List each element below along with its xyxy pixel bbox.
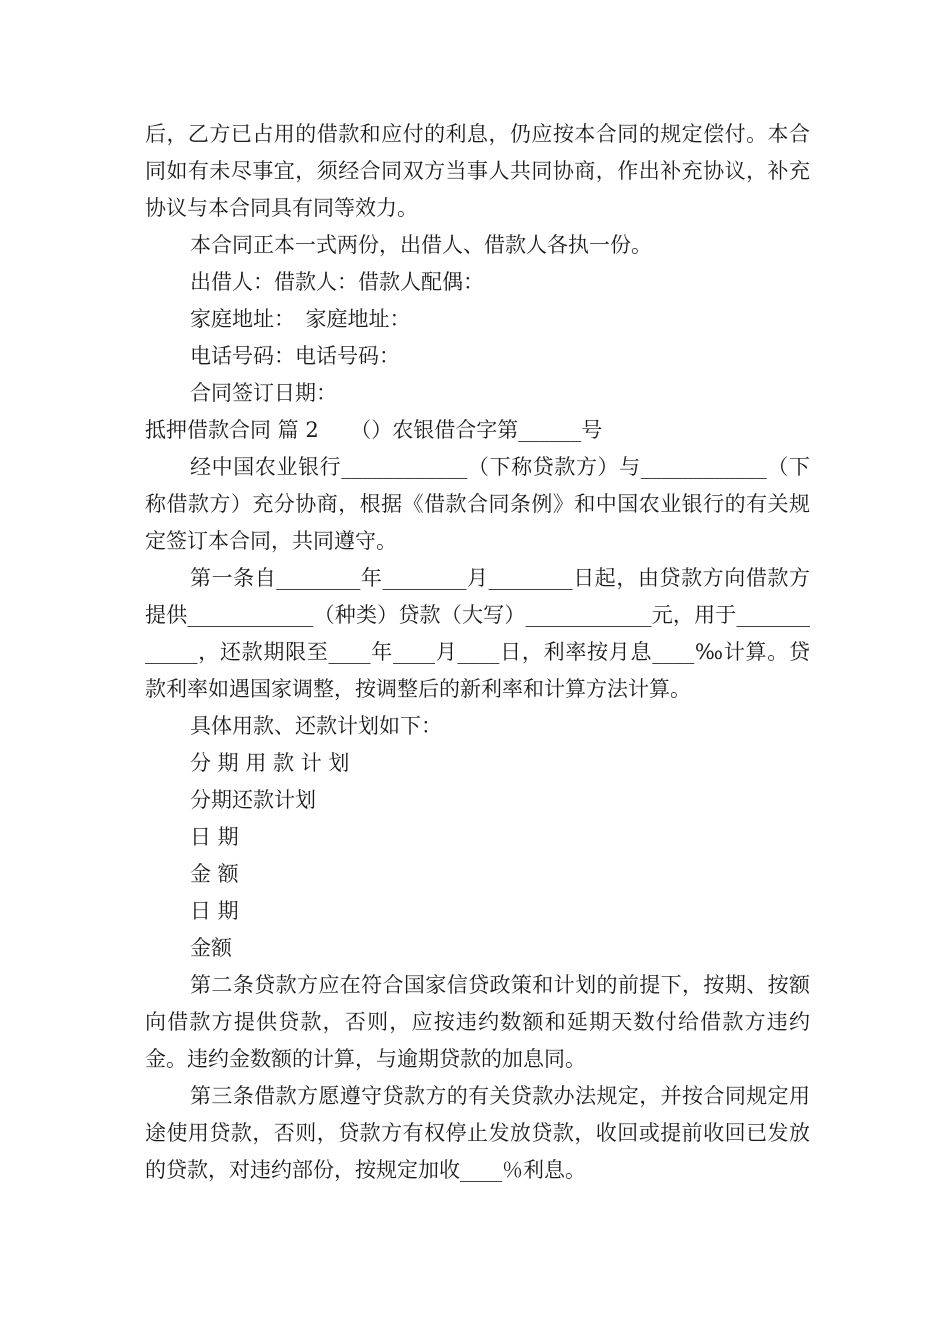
- paragraph-parties: 出借人：借款人：借款人配偶：: [190, 270, 484, 294]
- paragraph-contract-remainder: 后，乙方已占用的借款和应付的利息，仍应按本合同的规定偿付。本合同如有未尽事宜，须经合同双方当事人共同协商，作出补充协议，补充协议与本合同具有同等效力。: [145, 122, 810, 220]
- paragraph-phone: 电话号码：电话号码：: [190, 344, 400, 368]
- paragraph-plan-intro: 具体用款、还款计划如下：: [190, 714, 442, 738]
- paragraph-copies: 本合同正本一式两份，出借人、借款人各执一份。: [190, 233, 652, 257]
- plan-label-date-2: 日 期: [190, 899, 239, 923]
- section-heading-contract-2: 抵押借款合同 篇 2 （）农银借合字第______号: [145, 418, 603, 442]
- plan-label-usage: 分 期 用 款 计 划: [190, 751, 350, 775]
- paragraph-article-2: 第二条贷款方应在符合国家信贷政策和计划的前提下，按期、按额向借款方提供贷款，否则，应按违约数额和延期天数付给借款方违约金。违约金数额的计算，与逾期贷款的加息同。: [145, 973, 810, 1071]
- plan-label-repayment: 分期还款计划: [190, 788, 316, 812]
- paragraph-preamble: 经中国农业银行____________（下称贷款方）与____________（下称借款方）充分协商，根据《借款合同条例》和中国农业银行的有关规定签订本合同，共同遵守。: [145, 455, 810, 553]
- plan-label-amount-2: 金额: [190, 936, 232, 960]
- plan-label-amount-1: 金 额: [190, 862, 239, 886]
- document-body: [145, 116, 810, 1189]
- paragraph-sign-date: 合同签订日期：: [190, 381, 337, 405]
- plan-label-date-1: 日 期: [190, 825, 239, 849]
- paragraph-article-1: 第一条自________年________月________日起，由贷款方向借款方提供____________（种类）贷款（大写）____________元，用于____________，还款期限至____年____月____日，利率按月息____‰计算。贷款利率如遇国家调整，按调整后的新利率和计算方法计算。: [145, 566, 810, 701]
- paragraph-article-3: 第三条借款方愿遵守贷款方的有关贷款办法规定，并按合同规定用途使用贷款，否则，贷款方有权停止发放贷款，收回或提前收回已发放的贷款，对违约部份，按规定加收____％利息。: [145, 1084, 810, 1182]
- paragraph-home-address: 家庭地址： 家庭地址：: [190, 307, 411, 331]
